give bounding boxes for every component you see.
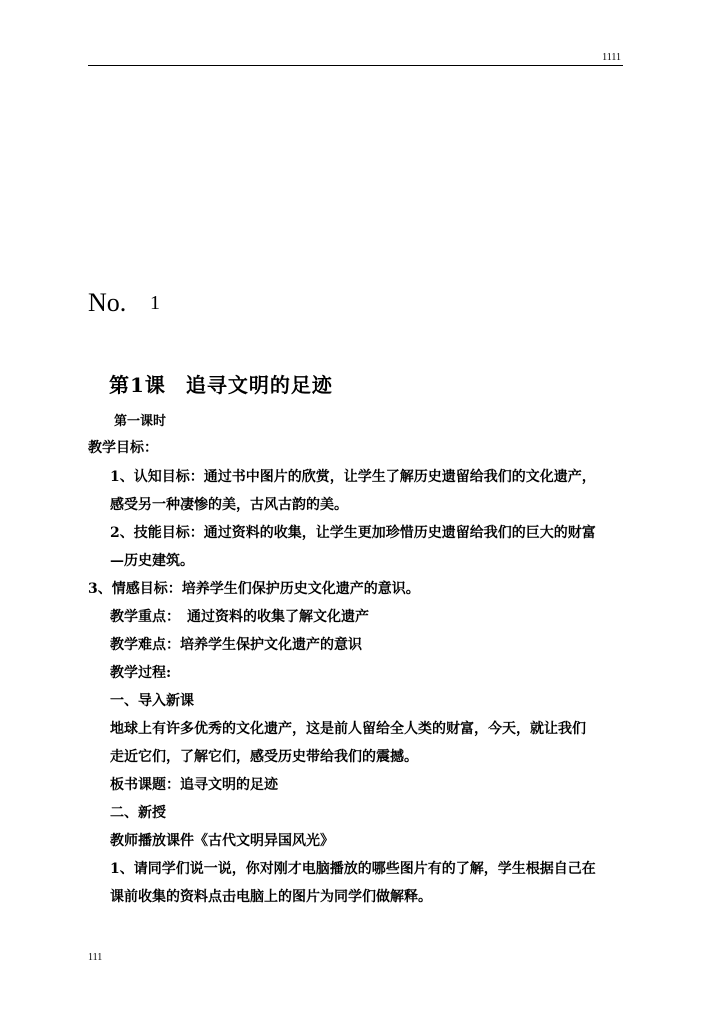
section-intro: 一、导入新课	[110, 693, 194, 709]
intro-text-cont: 走近它们，了解它们，感受历史带给我们的震撼。	[110, 749, 418, 765]
teaching-focus: 教学重点： 通过资料的收集了解文化遗产	[110, 609, 369, 625]
teaching-process: 教学过程:	[110, 665, 172, 681]
intro-text: 地球上有许多优秀的文化遗产，这是前人留给全人类的财富，今天，就让我们	[110, 721, 586, 737]
teaching-difficulty: 教学难点：培养学生保护文化遗产的意识	[110, 637, 362, 653]
activity-one: 1、请同学们说一说，你对刚才电脑播放的哪些图片有的了解，学生根据自己在	[110, 861, 596, 877]
lesson-period: 第一课时	[114, 414, 167, 429]
objective-cognitive-cont: 感受另一种凄惨的美，古风古韵的美。	[110, 497, 348, 513]
lesson-number: 第1课	[109, 373, 166, 397]
footer-page-code: 111	[88, 952, 103, 963]
objectives-heading: 教学目标：	[88, 440, 158, 456]
courseware-line: 教师播放课件《古代文明异国风光》	[110, 833, 334, 849]
objective-skill-cont: —历史建筑。	[110, 553, 194, 569]
lesson-name: 追寻文明的足迹	[185, 373, 333, 397]
section-new: 二、新授	[110, 805, 166, 821]
number-value: 1	[150, 292, 160, 314]
board-title: 板书课题：追寻文明的足迹	[110, 777, 278, 793]
activity-one-cont: 课前收集的资料点击电脑上的图片为同学们做解释。	[110, 889, 432, 905]
objective-emotion: 3、情感目标：培养学生们保护历史文化遗产的意识。	[88, 581, 420, 597]
number-label: No.	[88, 288, 127, 317]
header-page-code: 1111	[602, 52, 621, 63]
objective-cognitive: 1、认知目标：通过书中图片的欣赏，让学生了解历史遗留给我们的文化遗产，	[110, 469, 596, 485]
objective-skill: 2、技能目标：通过资料的收集，让学生更加珍惜历史遗留给我们的巨大的财富	[110, 525, 596, 541]
header-rule	[88, 65, 623, 66]
lesson-title	[109, 369, 333, 398]
